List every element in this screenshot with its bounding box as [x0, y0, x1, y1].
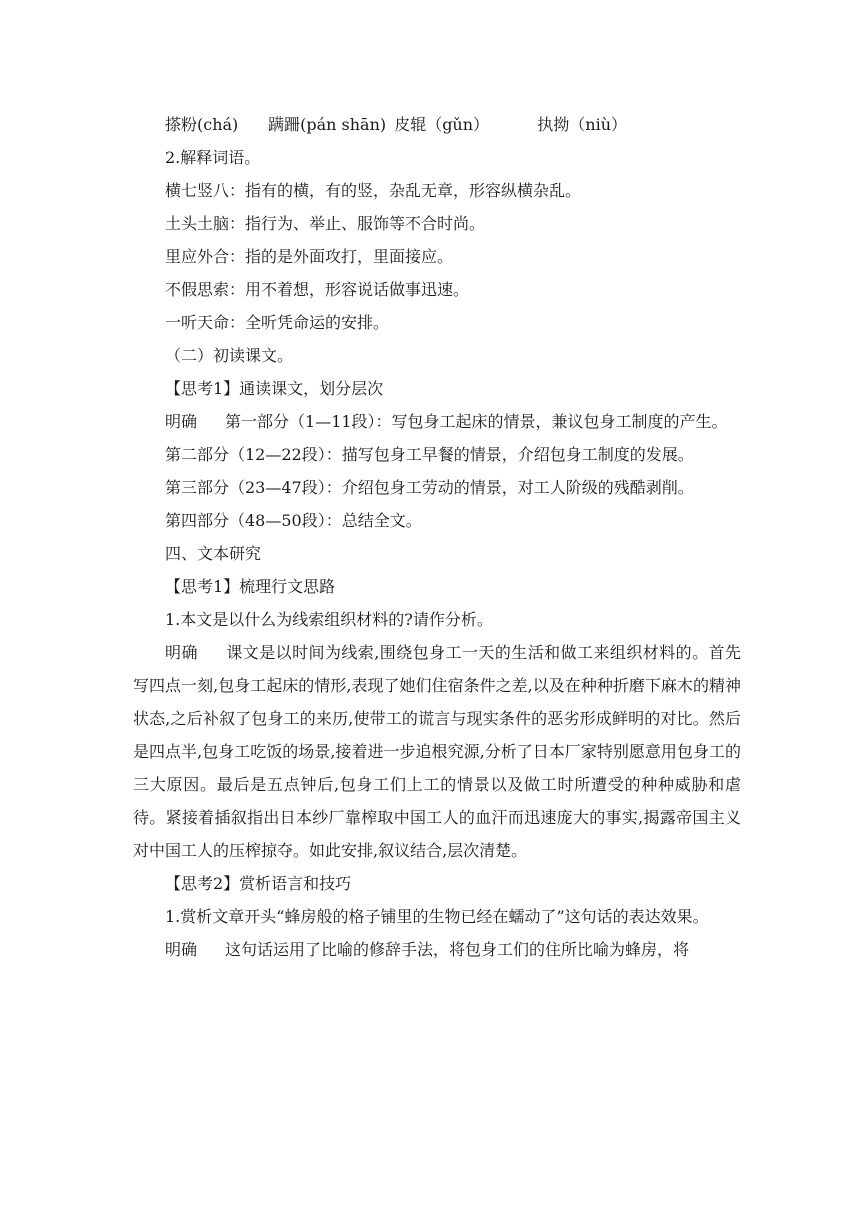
section-title: 2.解释词语。 [165, 148, 261, 167]
definition-item: 横七竖八：指有的横，有的竖，杂乱无章，形容纵横杂乱。 [165, 181, 582, 200]
part-item: 第三部分（23—47段）：介绍包身工劳动的情景，对工人阶级的残酷剥削。 [165, 478, 694, 497]
think-label: 【思考1】梳理行文思路 [165, 577, 336, 596]
pinyin-row [165, 108, 741, 141]
think-label: 【思考1】通读课文，划分层次 [165, 379, 384, 398]
section-heading: （二）初读课文。 [165, 346, 294, 365]
answer-text: 第一部分（1—11段）：写包身工起床的情景，兼议包身工制度的产生。 [225, 412, 728, 431]
answer-text: 课文是以时间为线索,围绕包身工一天的生活和做工来组织材料的。首先写四点一刻,包身工起床的情形,表现了她们住宿条件之差,以及在种种折磨下麻木的精神状态,之后补叙了包身工的来历,使带工的谎言与现实条件的恶劣形成鲜明的对比。然后是四点半,包身工吃饭的场景,接着进一步追根究源,分析了日本厂家特别愿意用包身工的三大原因。最后是五点钟后,包身工们上工的情景以及做工时所遭受的种种威胁和虐待。紧接着插叙指出日本纱厂靠榨取中国工人的血汗而迅速庞大的事实,揭露帝国主义对中国工人的压榨掠夺。如此安排,叙议结合,层次清楚。 [133, 643, 741, 860]
definition-item: 土头土脑：指行为、举止、服饰等不合时尚。 [165, 214, 486, 233]
answer-label: 明确 [165, 940, 198, 959]
question-text: 1.本文是以什么为线索组织材料的?请作分析。 [165, 610, 493, 629]
answer-label: 明确 [165, 412, 198, 431]
answer-paragraph [133, 636, 741, 867]
document-content [133, 108, 741, 966]
pinyin-word: 执拗（niù） [537, 115, 628, 134]
answer-text: 这句话运用了比喻的修辞手法，将包身工们的住所比喻为蜂房，将 [225, 940, 690, 959]
section-heading: 四、文本研究 [165, 544, 262, 563]
think-label: 【思考2】赏析语言和技巧 [165, 874, 352, 893]
answer-paragraph [133, 405, 741, 438]
part-item: 第四部分（48—50段）：总结全文。 [165, 511, 422, 530]
question-text: 1.赏析文章开头“蜂房般的格子铺里的生物已经在蠕动了”这句话的表达效果。 [165, 907, 709, 926]
answer-paragraph [165, 933, 741, 966]
definition-item: 一听天命：全听凭命运的安排。 [165, 313, 390, 332]
definition-item: 不假思索：用不着想，形容说话做事迅速。 [165, 280, 470, 299]
pinyin-word: 皮辊（gǔn） [394, 115, 490, 134]
answer-label: 明确 [165, 643, 198, 662]
part-item: 第二部分（12—22段）：描写包身工早餐的情景，介绍包身工制度的发展。 [165, 445, 694, 464]
pinyin-word: 搽粉(chá) [165, 115, 239, 134]
definition-item: 里应外合：指的是外面攻打，里面接应。 [165, 247, 454, 266]
pinyin-word: 蹒跚(pán shān) [268, 115, 387, 134]
